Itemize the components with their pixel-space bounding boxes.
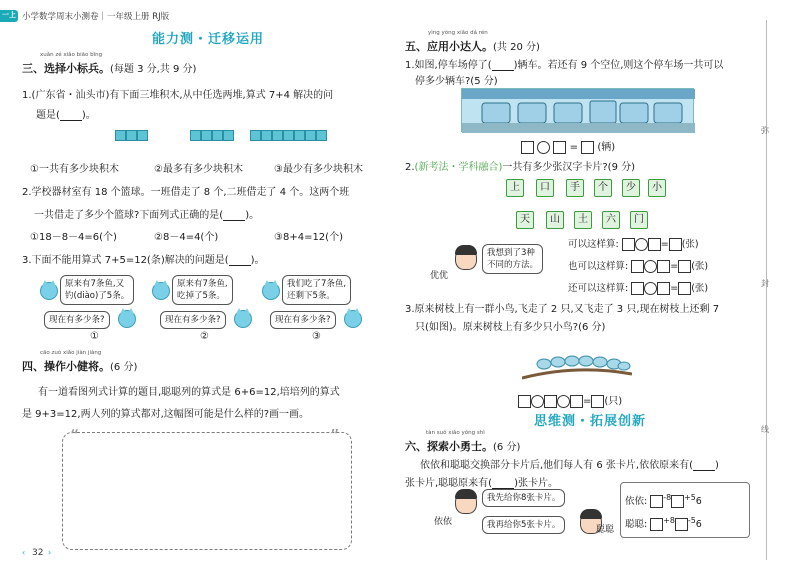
cat-icon [262,282,280,300]
cat-icon [152,282,170,300]
answer-box[interactable] [650,518,663,531]
operator-circle[interactable] [537,141,550,154]
chain-label: 依依: [625,496,648,508]
side-char-2: 封 [761,279,769,288]
s3-q1-answer-blank[interactable] [60,111,82,121]
s3-q2-opt-1[interactable]: ①18－8－4=6(个) [30,232,117,243]
header-badge: 一上 [2,11,16,19]
s6-line2 [405,474,558,489]
s5-q2-way-3: 还可以这样算: = (张) [568,283,709,294]
s5-title [405,38,540,54]
cube [294,130,305,141]
q3-bubble-2-l2: 吃掉了5条。 [177,291,225,301]
s3-q3-answer-blank[interactable] [229,256,251,266]
next-arrow-icon: › [48,548,52,557]
hanzi-card: 口 [536,179,554,197]
chain-congcong [625,516,702,531]
way-unit: (张) [691,283,709,294]
q3-num-3: ③ [312,331,321,342]
q3-bubble-3-l2: 还剩下5条。 [287,291,335,301]
s6-line1-b: ) [714,460,719,471]
answer-box[interactable] [544,395,557,408]
s4-title-text: 四、操作小健将。 [22,360,110,373]
yiyi-name: 依依 [434,517,453,527]
hanzi-card: 个 [594,179,612,197]
chain-end: 6 [695,496,702,508]
q3-bubble-1 [60,275,134,305]
header-series: 小学数学周末小测卷｜一年级上册 RJ版 [22,12,170,22]
chain-op: +8 [663,516,675,525]
s4-line1: 有一道看图列式计算的题目,聪聪列的算式是 6+6=12,培培列的算式 [38,387,340,398]
s5-pinyin: yìng yòng xiǎo dá rén [428,30,488,36]
answer-box[interactable] [570,395,583,408]
answer-box[interactable] [675,518,688,531]
s3-q3-line-a: 3.下面不能用算式 7+5=12(条)解决的问题是( [22,255,229,266]
cat-icon [234,310,252,328]
q3-bubble-3 [282,275,351,305]
s5-q2-way-2: 也可以这样算: = (张) [568,261,709,272]
s6-pinyin: tàn suǒ xiǎo yǒng shì [426,430,485,436]
cat-icon [40,282,58,300]
s3-q1-line2-a: 题是( [36,110,60,121]
cube [272,130,283,141]
cube [212,130,223,141]
cube [190,130,201,141]
youyou-name: 优优 [430,271,449,281]
banner-ability-b: 迁移运用 [208,32,265,47]
binding-line [766,20,767,560]
hanzi-card: 天 [516,211,534,229]
s3-q1-opt-1[interactable]: ①一共有多少块积木 [30,164,119,175]
yiyi-bubble: 我先给你8张卡片。 [482,489,565,507]
s5-q1-line1-a: 1.如图,停车场停了( [405,60,492,71]
q3-num-1: ① [90,331,99,342]
cube [261,130,272,141]
s5-score: (共 20 分) [493,42,540,53]
youyou-bubble-l2: 不同的方法。 [487,260,539,270]
parking-lot-svg [462,89,695,133]
side-char-3: 线 [761,425,769,434]
s3-q2-line2-b: )。 [245,210,260,221]
s5-title-text: 五、应用小达人。 [405,40,493,53]
s5-q2-tag: (新考法・学科融合) [414,162,503,173]
hanzi-card: 少 [622,179,640,197]
chain-label: 聪聪: [625,519,648,531]
avatar-yiyi [455,490,477,514]
operator-circle[interactable] [644,282,657,295]
drawing-area[interactable] [62,432,352,550]
s5-q1-equation: = (辆) [521,138,615,154]
s5-q2-text: 一共有多少张汉字卡片?(9 分) [502,162,636,173]
s4-score: (6 分) [110,362,138,373]
q3-bubble-3-l1: 我们吃了7条鱼, [287,279,347,289]
s3-pinyin: xuǎn zé xiǎo biāo bīng [40,52,103,58]
s3-q1-opt-3[interactable]: ③最少有多少块积木 [274,164,363,175]
way-unit: (张) [691,261,709,272]
s6-score: (6 分) [493,442,521,453]
answer-box[interactable] [657,282,670,295]
s3-q1-opt-2[interactable]: ②最多有多少块积木 [154,164,243,175]
birds-on-branch-image [522,334,632,388]
banner-thinking: 思维测・拓展创新 [534,414,647,429]
s3-q1-line2 [36,106,96,121]
cube [316,130,327,141]
way-unit: (张) [681,239,699,250]
q3-num-2: ② [200,331,209,342]
s5-q3-line1: 3.原来树枝上有一群小鸟,飞走了 2 只,又飞走了 3 只,现在树枝上还剩 7 [405,304,720,315]
s3-q2-line2-a: 一共借走了多少个篮球?下面列式正确的是( [34,210,224,221]
s5-q3-equation: = (只) [518,392,622,408]
cube [115,130,126,141]
s6-line2-b: )张卡片。 [514,478,558,489]
s6-blank-2[interactable] [492,479,514,489]
prev-arrow-icon: ‹ [22,548,26,557]
s6-title-text: 六、探索小勇士。 [405,440,493,453]
cube [283,130,294,141]
quote-right: ” [330,426,340,447]
q3-ask-1: 现在有多少条? [44,311,110,329]
s5-q3-unit: (只) [604,396,623,407]
answer-box[interactable] [553,141,566,154]
q3-ask-2: 现在有多少条? [160,311,226,329]
answer-box[interactable] [648,238,661,251]
hanzi-card: 上 [506,179,524,197]
s6-blank-1[interactable] [693,461,715,471]
s3-title [22,60,196,76]
answer-box[interactable] [518,395,531,408]
s4-line2: 是 9+3=12,两人列的算式都对,这幅图可能是什么样的?画一画。 [22,409,310,420]
hanzi-card: 手 [566,179,584,197]
answer-box[interactable] [669,238,682,251]
s5-q1-line2: 停多少辆车?(5 分) [415,76,498,87]
way-label: 还可以这样算: [568,283,629,294]
youyou-bubble-l1: 我想到了3种 [487,248,535,258]
birds-svg [522,334,632,388]
hanzi-card: 土 [574,211,592,229]
hanzi-card: 门 [630,211,648,229]
way-label: 也可以这样算: [568,261,629,272]
answer-box[interactable] [631,260,644,273]
side-char-1: 弥 [761,126,769,135]
congcong-bubble: 我再给你5张卡片。 [482,516,565,534]
operator-circle[interactable] [557,395,570,408]
banner-ability-a: 能力测 [152,32,195,47]
hanzi-card: 小 [648,179,666,197]
s3-q1-line1: 1.(广东省・汕头市)有下面三堆积木,从中任选两堆,算式 7+4 解决的问 [22,90,334,101]
banner-ability: 能力测・迁移运用 [152,32,265,47]
s3-q2-opt-3[interactable]: ③8+4=12(个) [274,232,343,243]
s3-q2-line1: 2.学校器材室有 18 个篮球。一班借走了 8 个,二班借走了 4 个。这两个班 [22,187,350,198]
cube [223,130,234,141]
cube [126,130,137,141]
s3-q1-line2-b: )。 [81,110,96,121]
s6-line1-a: 依依和聪聪交换部分卡片后,他们每人有 6 张卡片,依依原来有( [420,460,693,471]
answer-box[interactable] [650,495,663,508]
s4-title [22,358,137,374]
s5-q2-line: 2.(新考法・学科融合)一共有多少张汉字卡片?(9 分) [405,162,636,173]
s4-pinyin: cāo zuò xiǎo jiàn jiàng [40,350,102,356]
cube [201,130,212,141]
operator-circle[interactable] [635,238,648,251]
q3-ask-3: 现在有多少条? [270,311,336,329]
answer-box[interactable] [657,260,670,273]
answer-box[interactable] [521,141,534,154]
answer-box[interactable] [581,141,594,154]
chain-yiyi [625,493,702,508]
avatar-youyou [455,246,477,270]
s5-q3-line2: 只(如图)。原来树枝上有多少只小鸟?(6 分) [415,322,606,333]
page-number: 32 [32,548,44,558]
hanzi-card: 山 [546,211,564,229]
youyou-bubble [482,244,543,274]
banner-thinking-a: 思维测 [534,414,577,429]
congcong-name: 聪聪 [596,525,615,535]
answer-box[interactable] [631,282,644,295]
chain-op: -5 [687,516,696,525]
s5-q1-blank[interactable] [492,61,514,71]
q3-bubble-1-l1: 原来有7条鱼,又 [65,279,125,289]
quote-left: “ [70,426,80,447]
answer-box[interactable] [671,495,684,508]
chain-op: +5 [684,493,696,502]
banner-thinking-b: 拓展创新 [590,414,647,429]
answer-box[interactable] [678,260,691,273]
cube [137,130,148,141]
s3-q3-line [22,251,265,266]
s3-q2-answer-blank[interactable] [223,211,245,221]
q3-bubble-2-l1: 原来有7条鱼, [177,279,228,289]
s3-q2-opt-2[interactable]: ②8－4=4(个) [154,232,219,243]
q3-bubble-2 [172,275,233,305]
chain-op: -8 [663,493,672,502]
s5-q1-line1 [405,56,723,71]
answer-box[interactable] [622,238,635,251]
q3-bubble-1-l2: 钓(diào)了5条。 [65,291,130,301]
s6-line2-a: 张卡片,聪聪原来有( [405,478,493,489]
hanzi-card: 六 [602,211,620,229]
way-label: 可以这样算: [568,239,619,250]
cat-icon [344,310,362,328]
s5-q1-line1-b: )辆车。若还有 9 个空位,则这个停车场一共可以 [513,60,724,71]
cat-icon [118,310,136,328]
answer-box[interactable] [591,395,604,408]
s3-title-text: 三、选择小标兵。 [22,62,110,75]
s3-score: (每题 3 分,共 9 分) [110,64,197,75]
chain-end: 6 [695,519,702,531]
s6-title [405,438,520,454]
s5-q1-unit: (辆) [597,142,616,153]
cube [305,130,316,141]
operator-circle[interactable] [644,260,657,273]
s3-q3-line-b: )。 [250,255,265,266]
s3-q2-line2 [34,206,259,221]
parking-lot-image [461,88,694,132]
s6-line1 [420,456,719,471]
operator-circle[interactable] [531,395,544,408]
cube [250,130,261,141]
s5-q2-way-1: 可以这样算: = (张) [568,239,699,250]
answer-box[interactable] [678,282,691,295]
